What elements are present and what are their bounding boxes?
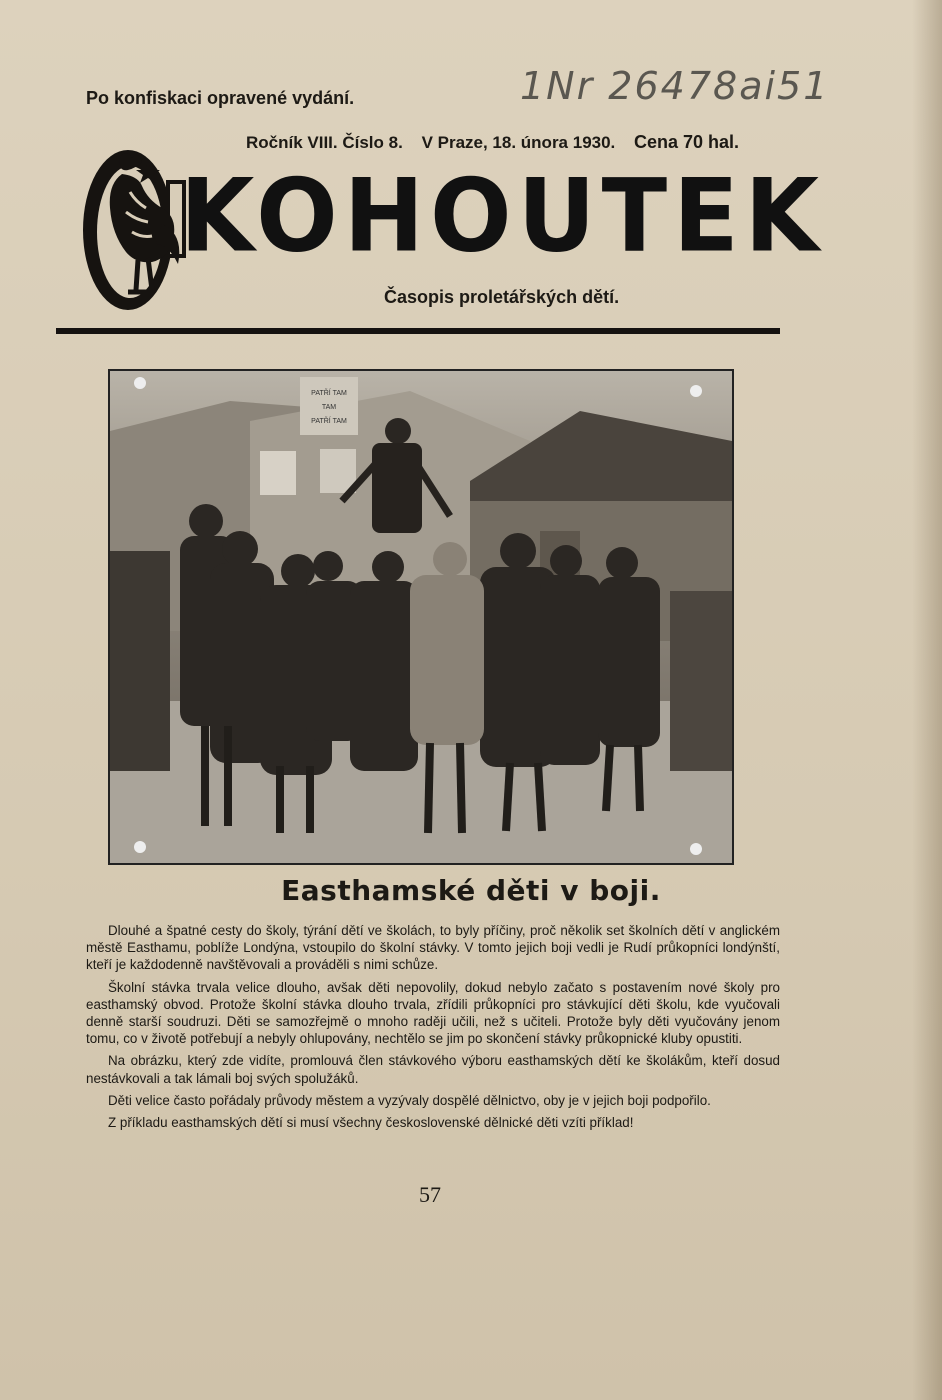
place-date: V Praze, 18. února 1930.	[421, 133, 616, 152]
article-photo	[108, 369, 734, 865]
header-divider	[56, 328, 780, 334]
sign-line: PATŘÍ TAM	[311, 390, 347, 397]
article-body	[86, 922, 780, 1136]
article-headline: Easthamské děti v boji.	[281, 874, 661, 907]
masthead-subtitle: Časopis proletářských dětí.	[384, 287, 620, 307]
page-number: 57	[419, 1182, 441, 1207]
article-paragraph: Dlouhé a špatné cesty do školy, týrání dětí ve školách, to byly příčiny, proč několik set školních dětí v anglickém městě Easthamu, poblíže Londýna, vstoupilo do školní stávky. V tomto jejich boji vedli je Rudí průkopníci londýnští, kteří je každodenně navštěvovali a prováděli s nimi schůze.	[86, 923, 780, 973]
handwritten-archive-number: 1Nr 26478ai51	[520, 64, 830, 108]
sign-line: TAM	[321, 404, 337, 411]
volume-number: Ročník VIII. Číslo 8.	[246, 133, 403, 152]
article-paragraph: Na obrázku, který zde vidíte, promlouvá člen stávkového výboru easthamských dětí ke školákům, kteří dosud nestávkovali a tak lámali boj svých spolužáků.	[86, 1053, 780, 1086]
confiscation-notice: Po konfiskaci opravené vydání.	[86, 88, 355, 108]
article-paragraph: Školní stávka trvala velice dlouho, avšak děti nepovolily, dokud nebylo začato s postavením nové školy pro easthamský obvod. Protože školní stávka dlouho trvala, zřídili průkopníci pro stávkující děti školu, kde vyučovali denně starší soudruzi. Děti se samozřejmě o mnoho raději učili, než s učiteli. Protože byly děti vyučovány jenom tomu, co v životě potřebují a nebyly ohlupovány, nechtělo se jim po skončení stávky průkopnické kluby opustiti.	[86, 979, 780, 1047]
article-paragraph: Děti velice často pořádaly průvody městem a vyzývaly dospělé dělnictvo, oby je v jejich boji podpořilo.	[108, 1092, 711, 1108]
masthead-title: KOHOUTEK	[180, 157, 826, 275]
sign-line: PATŘÍ TAM	[311, 418, 347, 425]
page-edge-shadow	[912, 0, 942, 1400]
price: Cena 70 hal.	[634, 132, 740, 152]
issue-line	[246, 132, 739, 153]
photo-illustration	[110, 371, 732, 863]
article-paragraph: Z příkladu easthamských dětí si musí všechny československé dělnické děti vzíti příklad!	[108, 1115, 634, 1131]
